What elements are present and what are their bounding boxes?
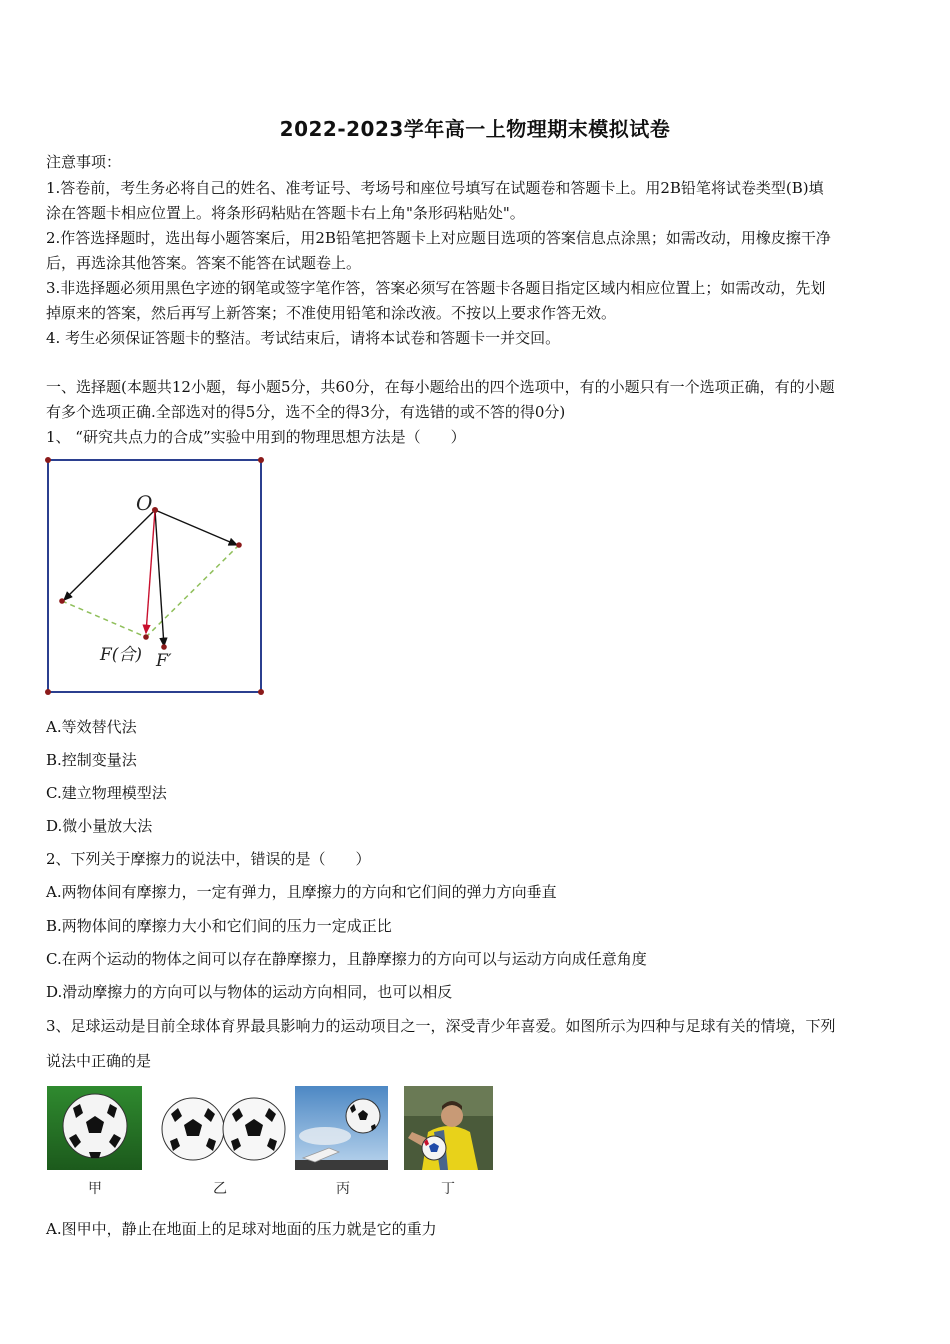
endpoint-dot [236,542,242,548]
parallelogram-edge [62,601,146,637]
question-2-option-d: D.滑动摩擦力的方向可以与物体的运动方向相同，也可以相反 [46,983,453,1001]
caption-ding: 丁 [441,1181,455,1197]
image-ball-on-grass [47,1086,142,1170]
notice-line: 2.作答选择题时，选出每小题答案后，用2B铅笔把答题卡上对应题目选项的答案信息点涂黑；如需改动，用橡皮擦干净 [46,229,831,247]
label-f-resultant: F(合) [100,645,143,665]
board-frame [48,460,261,692]
image-player-with-ball [404,1086,493,1170]
notice-line: 1.答卷前，考生务必将自己的姓名、准考证号、考场号和座位号填写在试题卷和答题卡上。用2B铅笔将试卷类型(B)填 [46,179,824,197]
notice-line: 掉原来的答案，然后再写上新答案；不准使用铅笔和涂改液。不按以上要求作答无效。 [46,304,617,322]
page-title: 2022-2023学年高一上物理期末模拟试卷 [279,117,671,141]
image-ball-kicked [295,1086,388,1170]
label-o: O [136,491,153,515]
force-f1-arrow [64,510,155,600]
notice-line: 4. 考生必须保证答题卡的整洁。考试结束后，请将本试卷和答题卡一并交回。 [46,329,561,347]
force-f-prime-arrow [155,510,164,646]
question-1-option-c: C.建立物理模型法 [46,784,167,802]
question-1-option-a: A.等效替代法 [46,718,137,736]
notice-line: 后，再选涂其他答案。答案不能答在试题卷上。 [46,254,362,272]
origin-dot [152,507,158,513]
caption-jia: 甲 [88,1181,102,1197]
question-2-option-a: A.两物体间有摩擦力，一定有弹力，且摩擦力的方向和它们间的弹力方向垂直 [46,883,557,901]
notice-heading: 注意事项： [46,153,122,171]
notice-line: 3.非选择题必须用黑色字迹的钢笔或签字笔作答，答案必须写在答题卡各题目指定区域内相应位置上；如需改动，先划 [46,279,826,297]
caption-yi: 乙 [213,1181,227,1197]
pin-dot [45,457,51,463]
endpoint-dot [161,644,167,650]
question-2-stem: 2、下列关于摩擦力的说法中，错误的是（ ） [46,850,371,868]
force-composition-diagram [40,452,270,700]
section-heading: 有多个选项正确.全部选对的得5分，选不全的得3分，有选错的或不答的得0分) [46,403,566,421]
question-1-option-b: B.控制变量法 [46,751,137,769]
label-f-prime: F′ [156,651,172,671]
pin-dot [258,457,264,463]
endpoint-dot [143,634,149,640]
question-2-option-c: C.在两个运动的物体之间可以存在静摩擦力，且静摩擦力的方向可以与运动方向成任意角度 [46,950,647,968]
force-f2-arrow [155,510,237,545]
question-1-stem: 1、 “研究共点力的合成”实验中用到的物理思想方法是（ ） [46,428,466,446]
question-3-stem: 3、足球运动是目前全球体育界最具影响力的运动项目之一，深受青少年喜爱。如图所示为四种与足球有关的情境，下列 [46,1017,836,1035]
endpoint-dot [59,598,65,604]
question-3-option-a: A.图甲中，静止在地面上的足球对地面的压力就是它的重力 [46,1220,437,1238]
pin-dot [45,689,51,695]
question-2-option-b: B.两物体间的摩擦力大小和它们间的压力一定成正比 [46,917,392,935]
section-heading: 一、选择题(本题共12小题，每小题5分，共60分，在每小题给出的四个选项中，有的小题只有一个选项正确，有的小题 [46,378,835,396]
image-two-balls [160,1094,287,1164]
pin-dot [258,689,264,695]
question-3-stem: 说法中正确的是 [46,1052,152,1070]
caption-bing: 丙 [336,1181,350,1197]
notice-line: 涂在答题卡相应位置上。将条形码粘贴在答题卡右上角"条形码粘贴处"。 [46,204,525,222]
question-1-option-d: D.微小量放大法 [46,817,153,835]
force-resultant-arrow [146,510,155,633]
